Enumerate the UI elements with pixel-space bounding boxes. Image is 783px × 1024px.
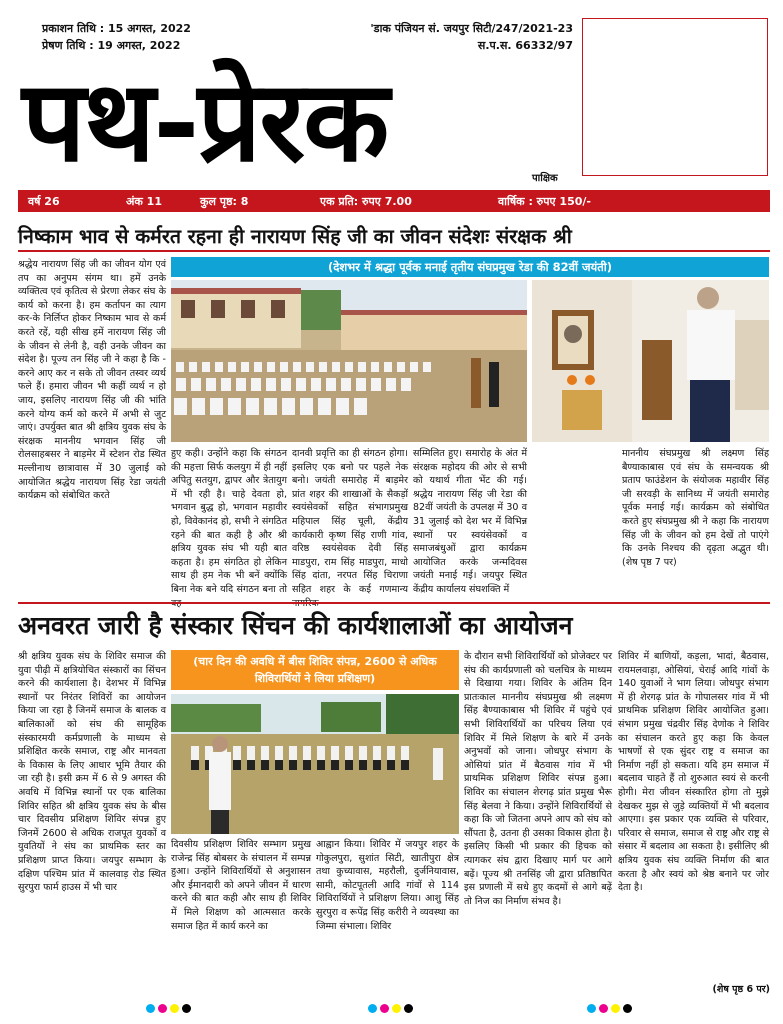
postal-registration: 'डाक पंजियन सं. जयपुर सिटी/247/2021-23 <box>370 22 573 35</box>
story2-col3: आह्वान किया। शिविर में जयपुर शहर के गोकुलपुरा, सुशांत सिटी, खातीपुरा क्षेत्र तथा कुच्यावास, महरौली, दुर्जनियावास, सामी, कोटपूतली आदि गांवों से 114 शिविरार्थियों ने प्रशिक्षण लिया। आशु सिंह सुरपुरा व रूपेंद्र सिंह करीरी ने व्यवस्था का जिम्मा संभाला। शिविर <box>316 839 459 932</box>
registration-marks-left <box>146 1004 191 1013</box>
magenta-mark <box>380 1004 389 1013</box>
story1-subhead: (देशभर में श्रद्धा पूर्वक मनाई तृतीय संघप्रमुख रेडा की 82वीं जयंती) <box>171 257 769 277</box>
story1-col4: सम्मिलित हुए। समारोह के अंत में संरक्षक महोदय की ओर से सभी को यथार्थ गीता भेंट की गई। श्रद्धेय नारायण सिंह जी रेडा की 82वीं जयंती के उपलक्ष में 30 व 31 जुलाई को देश भर में विभिन्न स्थानों पर स्वयंसेवकों व समाजबंधुओं द्वारा कार्यक्रम आयोजित करके जन्मदिवस जयंती मनाई गई। जयपुर स्थित केंद्रीय कार्यालय संघशक्ति में <box>413 448 527 595</box>
black-mark <box>623 1004 632 1013</box>
publication-dates <box>42 20 191 54</box>
camp-photo-icon <box>171 694 459 834</box>
page-count: कुल पृष्ठ: 8 <box>200 195 249 208</box>
story2-col4: के दौरान सभी शिविरार्थियों को प्रोजेक्टर पर संघ की कार्यप्रणाली को चलचित्र के माध्यम से दिखाया गया। शिविर के अंतिम दिन प्रातःकाल माननीय संघप्रमुख श्री लक्ष्मण सिंह बैण्याकाबास भी शिविर में पहुंचे एवं सभी शिविरार्थियों का परिचय लिया एवं शिविर में मिले शिक्षण के बारे में उनके अनुभवों को जाना। जोधपुर संभाग के ओसियां प्रांत में बैठवास गांव में भी प्राथमिक प्रशिक्षण शिविर संपन्न हुआ। शिविर का संचालन शेरगढ़ प्रांत प्रमुख भैरू सिंह बेलवा ने किया। उन्होंने शिविरार्थियों से कहा कि जो जितना अपने आप को संघ को सौंपता है, उतना ही उसका विकास होता है। इसलिए किसी भी प्रकार की हिचक को त्यागकर संघ द्वारा दिखाए मार्ग पर आगे बढ़ें। पूज्य श्री तनसिंह जी द्वारा प्रतिष्ठापित इस प्रणाली में सधे हुए कदमों से आगे बढ़ें तो निज का निर्माण संभव है। <box>464 651 612 907</box>
story1-col3: दानवी प्रवृत्ति का ही संगठन होगा। इसलिए एक बनो पर पहले नेक बनो। जयंती समारोह में बाड़मेर प्रांत शहर की शाखाओं के सैकड़ों स्वयंसेवकों सहित संभागप्रमुख महिपाल सिंह चूली, केंद्रीय कार्यकारी कृष्ण सिंह राणी गांव, वरिष्ठ स्वयंसेवक देवी सिंह माडपुरा, राम सिंह माडपुरा, माधो सिंह दांता, नरपत सिंह चिराणा सहित शहर के कई गणमान्य <box>292 448 408 595</box>
yellow-mark <box>170 1004 179 1013</box>
publish-date: प्रकाशन तिथि : 15 अगस्त, 2022 <box>42 22 191 35</box>
black-mark <box>182 1004 191 1013</box>
story1-photo-speaker <box>532 280 769 442</box>
single-price: एक प्रति: रुपए 7.00 <box>320 195 412 208</box>
cyan-mark <box>368 1004 377 1013</box>
registration-marks-center <box>368 1004 413 1013</box>
yellow-mark <box>392 1004 401 1013</box>
masthead-title: पथ-प्रेरक <box>22 56 388 187</box>
story1-col4b <box>532 447 618 597</box>
gathering-photo-icon <box>171 280 527 442</box>
story1-headline: निष्काम भाव से कर्मरत रहना ही नारायण सिंह जी का जीवन संदेशः संरक्षक श्री <box>18 222 770 252</box>
story2-col1: श्री क्षत्रिय युवक संघ के शिविर समाज की युवा पीढ़ी में क्षत्रियोचित संस्कारों का सिंचन करने की कार्यशाला है। देशभर में विभिन्न स्थानों पर निरंतर शिविरों का आयोजन किया जा रहा है जिनमें समाज के बालक व बालिकाओं को संघ की सामूहिक संस्कारमयी कर्मप्रणाली के माध्यम से प्रशिक्षित करके समाज, राष्ट्र और मानवता के विकास के लिए आधार भूमि तैयार की जा रही है। इसी क्रम में 6 से 9 अगस्त की अवधि में विभिन्न स्थानों पर एक बालिका शिविर सहित श्री क्षत्रिय युवक संघ के बीस चार दिवसीय प्रशिक्षण शिविर संपन्न हुए जिनमें 2600 से अधिक राजपूत युवकों व युवतियों ने संघ का प्राथमिक स्तर का प्रशिक्षण प्राप्त किया। जयपुर सम्भाग के दक्षिण पश्चिम प्रांत में कालवाड़ रोड स्थित सुरपुरा फार्म हाउस में भी चार <box>18 651 166 894</box>
story2-continued: (शेष पृष्ठ 6 पर) <box>712 984 770 995</box>
yellow-mark <box>611 1004 620 1013</box>
magenta-mark <box>599 1004 608 1013</box>
story2-photo-camp <box>171 694 459 834</box>
magenta-mark <box>158 1004 167 1013</box>
story1-col1: श्रद्धेय नारायण सिंह जी का जीवन योग एवं तप का अनुपम संगम था। हमें उनके व्यक्तित्व एवं कृतित्व से प्रेरणा लेकर संघ के कार्य को करना है। हम कर्तापन का त्याग कर-के निर्लिप्त होकर निष्काम भाव से कर्म करते रहें, यही सीख हमें नारायण सिंह जी के जीवन से लेनी है, वही उनके जीवन का संदेश है। पूज्य तन सिंह जी ने कहा है कि - करने आए कर न सके तो जीवन तस्वर व्यर्थ फले हैं। हमारा जीवन भी कहीं व्यर्थ न हो जाय, इसलिए नारायण सिंह जी की भांति करने योग्य कर्म को करने में अभी से जुट जाएं। उपर्युक्त बात श्री क्षत्रिय युवक संघ के संरक्षक माननीय भगवान सिंह जी रोलसाहबसर ने बाड़मेर में स्टेशन रोड स्थित मल्लीनाथ छात्रावास में 30 जुलाई को आयोजित श्रद्धेय नारायण सिंह रेडा जयंती कार्यक्रम को संबोधित करते <box>18 259 166 502</box>
section-divider <box>18 602 770 604</box>
issue-info-bar <box>18 190 770 212</box>
speaker-photo-icon <box>532 280 769 442</box>
story1-photo-gathering <box>171 280 527 442</box>
annual-price: वार्षिक : रुपए 150/- <box>498 195 591 208</box>
postal-info <box>318 20 573 54</box>
story1-col2: हुए कही। उन्होंने कहा कि संगठन की महत्ता सिर्फ कलयुग में ही नहीं अपितु सतयुग, द्वापर और त्रेतायुग में भी रही है। चाहे देवता हो, भगवान बुद्ध हो, भगवान महावीर हो, विवेकानंद हो, सभी ने संगठित रहने की बात कही है और श्री क्षत्रिय युवक संघ भी यही बात कहता है। हम संगठित हो लेकिन साथ ही हम नेक भी बनें क्योंकि बिना नेक बने यदि संगठन बना तो <box>171 448 287 595</box>
registration-marks-right <box>587 1004 632 1013</box>
cyan-mark <box>146 1004 155 1013</box>
story2-col2: दिवसीय प्रशिक्षण शिविर सम्भाग प्रमुख राजेन्द्र सिंह बोबसर के संचालन में सम्पन्न हुआ। उन्होंने शिविरार्थियों से अनुशासन और ईमानदारी को अपने जीवन में धारण करने की बात कही और साथ ही शिविर में मिले शिक्षण को आत्मसात करके समाज हित में कार्य करने का <box>171 839 311 932</box>
story2-col5: शिविर में बाणियों, कड़ला, भादां, बैठवास, रायमलवाड़ा, ओसियां, चेराई आदि गांवों के 140 युवाओं ने भाग लिया। जोधपुर संभाग में ही शेरगढ़ प्रांत के गोपालसर गांव में भी प्राथमिक प्रशिक्षण शिविर आयोजित हुआ। संभाग प्रमुख चंद्रवीर सिंह देणोक ने शिविर का संचालन करते हुए कहा कि केवल भाषणों से एक सुंदर राष्ट्र व समाज का निर्माण नहीं हो सकता। यदि हम समाज में बदलाव चाहते हैं तो शुरुआत स्वयं से करनी होगी। मेरा जीवन संस्कारित होगा तो मुझे देखकर मुझ से जुड़े व्यक्तियों में भी बदलाव आएगा। इस प्रकार एक व्यक्ति से परिवार, परिवार से समाज, समाज से राष्ट्र और राष्ट्र से संसार में बदलाव आ सकता है। इसीलिए श्री क्षत्रिय युवक संघ व्यक्ति निर्माण की बात करता है और स्वयं को श्रेष्ठ बनाने पर जोर देता है। <box>618 651 769 894</box>
rns-number: स.प.स. 66332/97 <box>477 39 573 52</box>
dispatch-date: प्रेषण तिथि : 19 अगस्त, 2022 <box>42 39 181 52</box>
story2-highlight-box: (चार दिन की अवधि में बीस शिविर संपन्न, 2600 से अधिक शिविरार्थियों ने लिया प्रशिक्षण) <box>171 650 459 690</box>
black-mark <box>404 1004 413 1013</box>
cyan-mark <box>587 1004 596 1013</box>
address-box <box>582 18 768 176</box>
frequency-label: पाक्षिक <box>532 173 558 184</box>
issue-number: अंक 11 <box>126 195 162 208</box>
volume-year: वर्ष 26 <box>28 195 60 208</box>
story2-headline: अनवरत जारी है संस्कार सिंचन की कार्यशालाओं का आयोजन <box>18 611 573 640</box>
story1-col5: माननीय संघप्रमुख श्री लक्ष्मण सिंह बैण्याकाबास एवं संघ के समन्वयक श्री प्रताप फाउंडेशन के संयोजक महावीर सिंह जी सरवड़ी के सानिध्य में जयंती समारोह पूर्वक मनाई गई। कार्यक्रम को संबोधित करते हुए संघप्रमुख श्री ने कहा कि नारायण सिंह जी के जीवन को हम देखें तो पाएंगे कि उनके निश्चय की दृढ़ता अद्भुत थी। (शेष पृष्ठ 7 पर) <box>622 448 769 568</box>
